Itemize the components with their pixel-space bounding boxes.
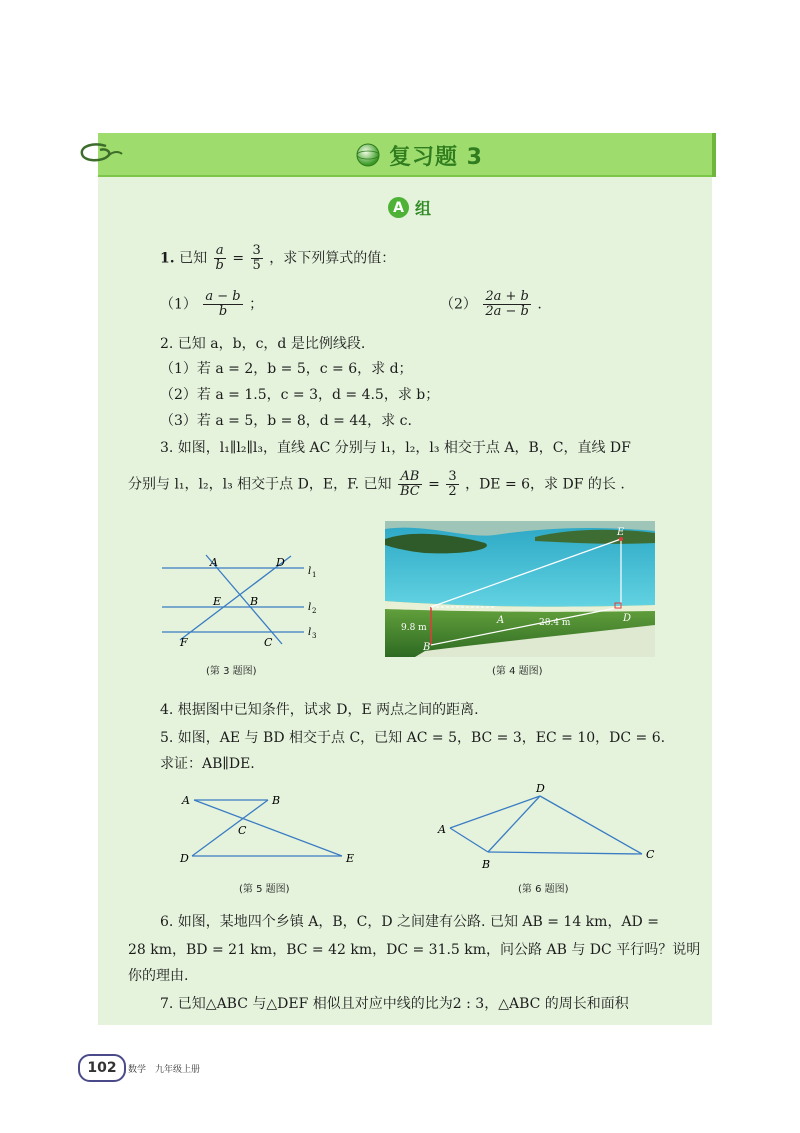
figure-3 [158,548,328,654]
q3-line2-pre: 分别与 l₁，l₂，l₃ 相交于点 D，E，F. 已知 [128,476,392,493]
frac-numerator: 2a + b [485,289,529,304]
q3-eq: = [428,476,440,493]
label-a: A [210,556,218,569]
q6-line2: 28 km，BD = 21 km，BC = 42 km，DC = 31.5 km，问公路 AB 与 DC 平行吗？说明 [128,942,701,958]
frac-numerator: a [214,244,226,259]
q2-line2: （2）若 a = 1.5，c = 3，d = 4.5，求 b； [160,387,440,403]
label-l2-sub: 2 [312,607,317,615]
section-title [355,140,483,170]
group-label: 组 [415,199,432,218]
q1-part2 [440,290,542,319]
swirl-icon [76,140,124,166]
label-e: E [346,852,355,865]
frac-denominator: BC [399,484,420,499]
q6-line3: 你的理由. [128,968,189,984]
title-band-edge [712,133,716,177]
q1-part2-label: （2） [440,296,477,313]
label-a: A [438,823,446,836]
label-d: D [623,613,632,624]
label-length-bc: 9.8 m [401,623,427,633]
segment-ab [450,828,488,852]
label-d: D [276,556,285,569]
frac-numerator: AB [398,470,422,485]
footer-book-title: 数学 九年级上册 [128,1065,201,1075]
segment-ae [194,800,342,856]
q3-line2-post: ，DE = 6，求 DF 的长 . [465,476,625,493]
label-l1: l [308,566,312,577]
q1-part2-end: . [537,296,542,313]
figure-6 [434,780,664,872]
label-d: D [180,852,189,865]
q6-line1: 6. 如图，某地四个乡镇 A，B，C，D 之间建有公路. 已知 AB = 14 km，AD = [160,914,659,930]
label-c: C [646,848,655,861]
page-number: 102 [78,1054,126,1082]
q1-part1-end: ； [249,296,264,313]
fig4-caption: (第 4 题图) [492,666,543,677]
globe-icon [355,142,381,168]
fig6-caption: (第 6 题图) [518,884,569,895]
section-title-text: 复习题 3 [389,144,483,170]
label-length-ad: 28.4 m [539,618,571,628]
label-d: D [536,782,545,795]
segment-ad [450,796,540,828]
q1-frac-35 [251,244,263,273]
label-c: C [264,636,273,649]
fig3-caption: (第 3 题图) [206,666,257,677]
q4-line: 4. 根据图中已知条件，试求 D，E 两点之间的距离. [160,702,479,718]
frac-denominator: b [215,258,224,273]
label-b: B [423,642,431,653]
label-l3: l [308,627,312,638]
label-a: A [182,794,190,807]
q5-line1: 5. 如图，AE 与 BD 相交于点 C，已知 AC = 5，BC = 3，EC = 10，DC = 6. [160,730,666,746]
q1-eq: = [232,250,245,267]
q3-line1: 3. 如图，l₁∥l₂∥l₃，直线 AC 分别与 l₁，l₂，l₃ 相交于点 A，B，C，直线 DF [160,440,631,456]
group-heading [388,196,431,219]
label-e: E [617,527,625,538]
frac-denominator: 2a − b [485,304,529,319]
group-letter-badge: A [388,197,409,218]
q3-frac-abbc [398,470,422,499]
label-l3-sub: 3 [312,632,317,640]
q7-line1: 7. 已知△ABC 与△DEF 相似且对应中线的比为2 : 3，△ABC 的周长和面积 [160,996,629,1012]
q1-number: 1. [160,250,175,267]
label-l2: l [308,602,312,613]
frac-numerator: 3 [252,243,261,258]
q1-part2-frac [483,290,531,319]
frac-denominator: b [218,304,228,319]
label-e: E [213,595,222,608]
q2-line3: （3）若 a = 5，b = 8，d = 44，求 c. [160,413,412,429]
label-c: C [238,824,247,837]
segment-bc [488,852,642,854]
segment-dc [540,796,642,854]
label-b: B [482,858,491,871]
segment-bd [192,800,268,856]
q3-line2 [128,470,625,499]
frac-numerator: 3 [448,469,457,484]
q3-frac-32 [446,470,458,499]
figure-4-photo [385,521,655,657]
q2-line0: 2. 已知 a，b，c，d 是比例线段. [160,336,366,352]
q1-line [160,244,395,273]
frac-denominator: 2 [448,484,457,499]
q1-part1-frac [203,290,242,319]
frac-denominator: 5 [252,258,261,273]
fig5-caption: (第 5 题图) [239,884,290,895]
label-a: A [497,615,505,626]
q1-frac-ab [214,244,226,273]
q1-part1 [160,290,263,319]
q2-line1: （1）若 a = 2，b = 5，c = 6，求 d； [160,361,413,377]
segment-bd [488,796,540,852]
q1-post: ，求下列算式的值： [269,250,396,267]
q5-line2: 求证：AB∥DE. [160,756,255,772]
figure-5 [176,790,366,872]
q1-pre: 已知 [179,250,208,267]
label-f: F [180,636,188,649]
label-b: B [250,595,259,608]
label-b: B [272,794,281,807]
q1-part1-label: （1） [160,296,197,313]
frac-numerator: a − b [205,289,241,304]
label-l1-sub: 1 [312,571,317,579]
